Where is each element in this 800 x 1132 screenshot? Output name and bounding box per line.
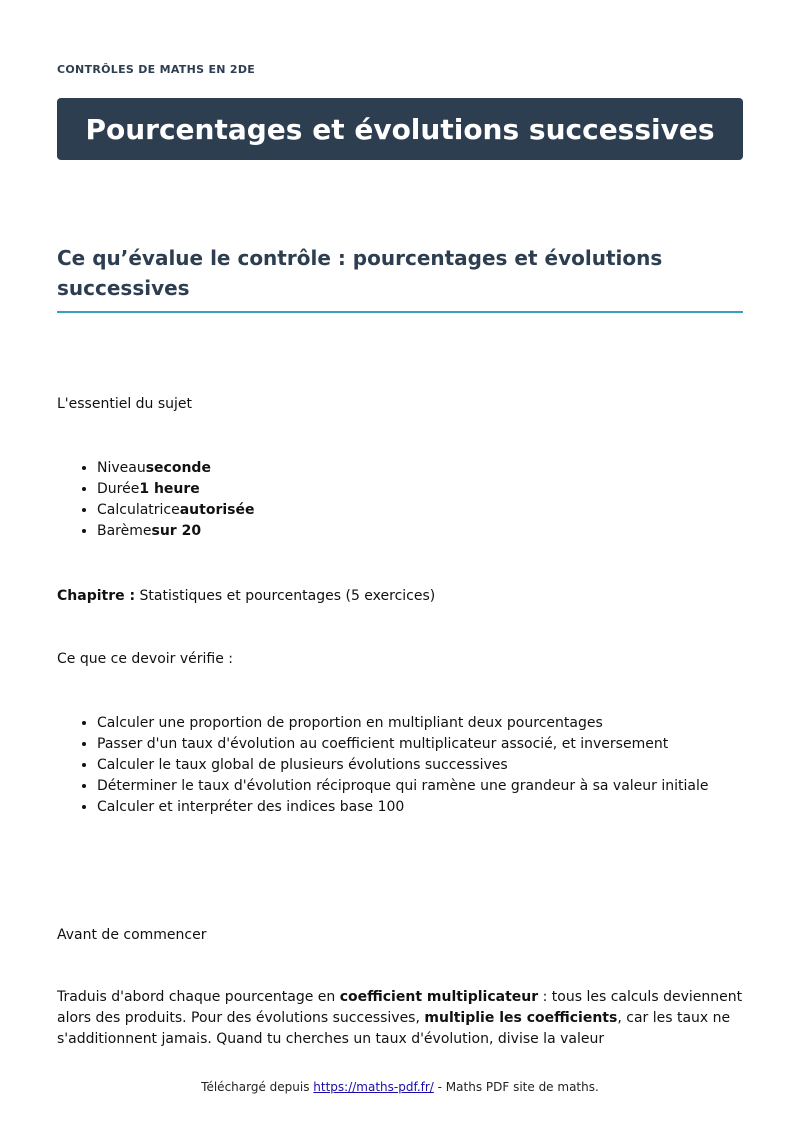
- item-label: Calculatrice: [97, 502, 180, 518]
- page-footer: [0, 1080, 800, 1094]
- avant-heading: Avant de commencer: [57, 927, 207, 943]
- item-value: autorisée: [179, 502, 255, 518]
- avant-paragraph: [57, 987, 743, 1050]
- document-kicker: CONTRÔLES DE MATHS EN 2DE: [57, 63, 256, 76]
- footer-prefix: Téléchargé depuis: [201, 1080, 314, 1094]
- list-item: • Passer d'un taux d'évolution au coefficient multiplicateur associé, et inversement: [97, 734, 708, 755]
- title-banner: [57, 98, 743, 160]
- list-item: [97, 500, 255, 521]
- section-title: Ce qu’évalue le contrôle : pourcentages et évolutions successives: [57, 243, 743, 313]
- footer-link[interactable]: https://maths-pdf.fr/: [313, 1080, 434, 1094]
- list-item: • Calculer le taux global de plusieurs évolutions successives: [97, 755, 708, 776]
- item-value: sur 20: [151, 523, 202, 539]
- list-item: • Calculer et interpréter des indices base 100: [97, 797, 708, 818]
- item-label: Niveau: [97, 460, 146, 476]
- verifie-list: [57, 713, 708, 818]
- essentiel-heading: L'essentiel du sujet: [57, 396, 193, 412]
- list-item: [97, 479, 255, 500]
- list-item: • Calculer une proportion de proportion en multipliant deux pourcentages: [97, 713, 708, 734]
- text-run: : tous les calculs deviennent alors des produits. Pour des évolutions successives,: [57, 989, 743, 1026]
- text-run: , car les taux ne s'additionnent jamais. Quand tu cherches un taux d'évolution, divise la valeur: [57, 1010, 731, 1047]
- bold-run: coefficient multiplicateur: [339, 989, 539, 1005]
- item-value: 1 heure: [139, 481, 200, 497]
- chapitre-value: Statistiques et pourcentages (5 exercices): [139, 588, 436, 604]
- footer-suffix: - Maths PDF site de maths.: [433, 1080, 599, 1094]
- list-item: • Déterminer le taux d'évolution réciproque qui ramène une grandeur à sa valeur initiale: [97, 776, 708, 797]
- bold-run: multiplie les coefficients: [424, 1010, 618, 1026]
- chapitre-label: Chapitre :: [57, 588, 136, 604]
- item-value: seconde: [145, 460, 211, 476]
- essentiel-list: [57, 458, 255, 542]
- chapitre-line: [57, 586, 435, 607]
- list-item: [97, 521, 255, 542]
- verifie-heading: Ce que ce devoir vérifie :: [57, 651, 234, 667]
- page-title: Pourcentages et évolutions successives: [85, 112, 715, 146]
- text-run: Traduis d'abord chaque pourcentage en: [57, 989, 340, 1005]
- list-item: [97, 458, 255, 479]
- item-label: Barème: [97, 523, 152, 539]
- item-label: Durée: [97, 481, 140, 497]
